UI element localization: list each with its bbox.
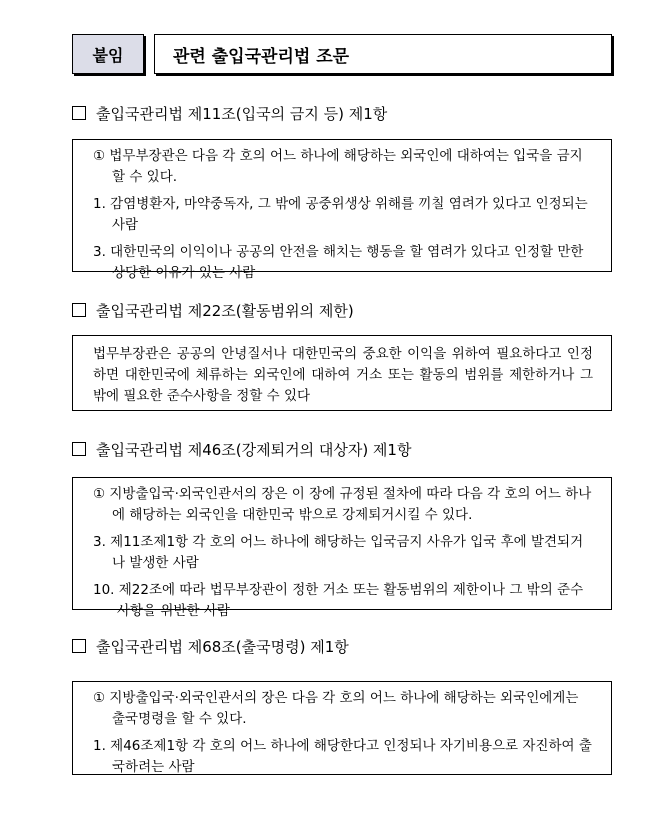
- article-22-box: [72, 335, 612, 411]
- article-68-box: [72, 681, 612, 775]
- checkbox-icon: [72, 639, 86, 653]
- section-heading-text: 출입국관리법 제46조(강제퇴거의 대상자) 제1항: [96, 440, 412, 459]
- section-heading-article-11: [72, 103, 387, 123]
- clause-text: ① 지방출입국·외국인관서의 장은 다음 각 호의 어느 하나에 해당하는 외국인에게는 출국명령을 할 수 있다.: [93, 690, 579, 727]
- section-heading-text: 출입국관리법 제22조(활동범위의 제한): [96, 301, 354, 320]
- clause-text: ① 법무부장관은 다음 각 호의 어느 하나에 해당하는 외국인에 대하여는 입국을 금지할 수 있다.: [93, 148, 583, 185]
- article-46-box: [72, 477, 612, 619]
- section-heading-article-22: [72, 300, 354, 320]
- checkbox-icon: [72, 106, 86, 120]
- checkbox-icon: [72, 303, 86, 317]
- document-title: 관련 출입국관리법 조문: [154, 34, 612, 74]
- section-heading-text: 출입국관리법 제11조(입국의 금지 등) 제1항: [96, 104, 388, 123]
- checkbox-icon: [72, 442, 86, 456]
- clause-text: 3. 대한민국의 이익이나 공공의 안전을 해치는 행동을 할 염려가 있다고 인정할 만한 상당한 이유가 있는 사람: [93, 244, 584, 281]
- section-heading-text: 출입국관리법 제68조(출국명령) 제1항: [96, 637, 349, 656]
- clause-text: 법무부장관은 공공의 안녕질서나 대한민국의 중요한 이익을 위하여 필요하다고 인정하면 대한민국에 체류하는 외국인에 대하여 거소 또는 활동의 범위를 제한하거나 그 밖에 필요한 준수사항을 정할 수 있다: [93, 346, 593, 404]
- section-heading-article-68: [72, 636, 349, 656]
- clause-text: ① 지방출입국·외국인관서의 장은 이 장에 규정된 절차에 따라 다음 각 호의 어느 하나에 해당하는 외국인을 대한민국 밖으로 강제퇴거시킬 수 있다.: [93, 486, 592, 523]
- clause-text: 10. 제22조에 따라 법무부장관이 정한 거소 또는 활동범위의 제한이나 그 밖의 준수사항을 위반한 사람: [93, 582, 584, 619]
- article-11-box: [72, 139, 612, 281]
- clause-text: 1. 감염병환자, 마약중독자, 그 밖에 공중위생상 위해를 끼칠 염려가 있다고 인정되는 사람: [93, 196, 588, 233]
- attachment-tag: 붙임: [72, 34, 144, 74]
- clause-text: 3. 제11조제1항 각 호의 어느 하나에 해당하는 입국금지 사유가 입국 후에 발견되거나 발생한 사람: [93, 534, 584, 571]
- section-heading-article-46: [72, 439, 411, 459]
- clause-text: 1. 제46조제1항 각 호의 어느 하나에 해당한다고 인정되나 자기비용으로 자진하여 출국하려는 사람: [93, 738, 592, 775]
- document-title-bar: [72, 34, 612, 74]
